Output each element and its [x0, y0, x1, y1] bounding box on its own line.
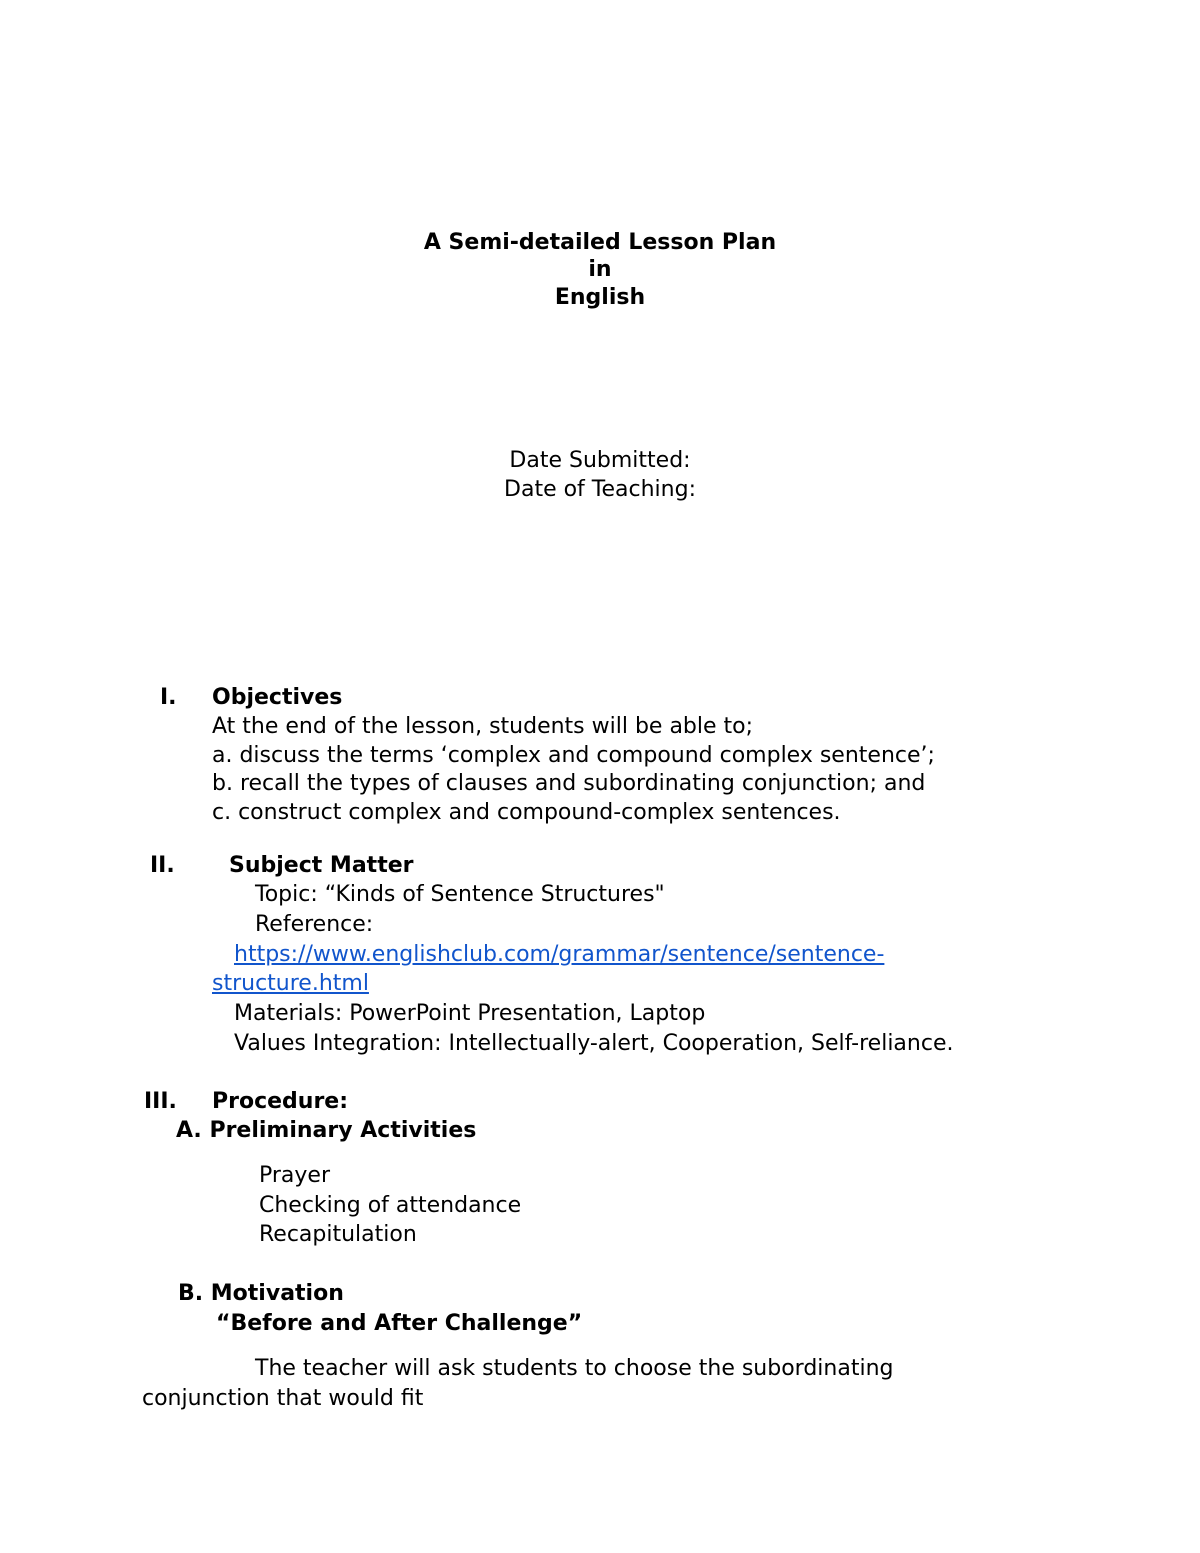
subject-topic: Topic: “Kinds of Sentence Structures" — [255, 882, 665, 907]
reference-link-line-1[interactable]: https://www.englishclub.com/grammar/sentence/sentence- — [234, 942, 885, 967]
objectives-intro: At the end of the lesson, students will be able to; — [212, 714, 754, 739]
title-line-2: in — [588, 257, 612, 282]
date-of-teaching: Date of Teaching: — [504, 477, 696, 502]
motivation-body-line-2: conjunction that would fit — [142, 1386, 424, 1411]
motivation-activity-title: “Before and After Challenge” — [216, 1311, 583, 1336]
preliminary-item: Recapitulation — [259, 1222, 417, 1247]
title-line-1: A Semi-detailed Lesson Plan — [423, 230, 777, 255]
motivation-body-line-1: The teacher will ask students to choose the subordinating — [255, 1356, 894, 1381]
section-1-heading: Objectives — [212, 685, 343, 710]
date-submitted: Date Submitted: — [509, 448, 691, 473]
objective-item: b. recall the types of clauses and subordinating conjunction; and — [212, 771, 926, 796]
preliminary-activities-heading: A. Preliminary Activities — [176, 1118, 477, 1143]
section-3-numeral: III. — [144, 1089, 177, 1114]
section-2-numeral: II. — [150, 853, 175, 878]
section-3-heading: Procedure: — [212, 1089, 349, 1114]
objective-item: a. discuss the terms ‘complex and compound complex sentence’; — [212, 743, 935, 768]
objective-item: c. construct complex and compound-complex sentences. — [212, 800, 841, 825]
motivation-heading: B. Motivation — [178, 1281, 344, 1306]
section-1-numeral: I. — [160, 685, 177, 710]
values-integration: Values Integration: Intellectually-alert, Cooperation, Self-reliance. — [234, 1031, 954, 1056]
title-line-3: English — [554, 285, 646, 310]
subject-materials: Materials: PowerPoint Presentation, Laptop — [234, 1001, 706, 1026]
preliminary-item: Prayer — [259, 1163, 331, 1188]
section-2-heading: Subject Matter — [229, 853, 414, 878]
reference-label: Reference: — [255, 912, 374, 937]
reference-link-line-2[interactable]: structure.html — [212, 971, 369, 996]
preliminary-item: Checking of attendance — [259, 1193, 522, 1218]
